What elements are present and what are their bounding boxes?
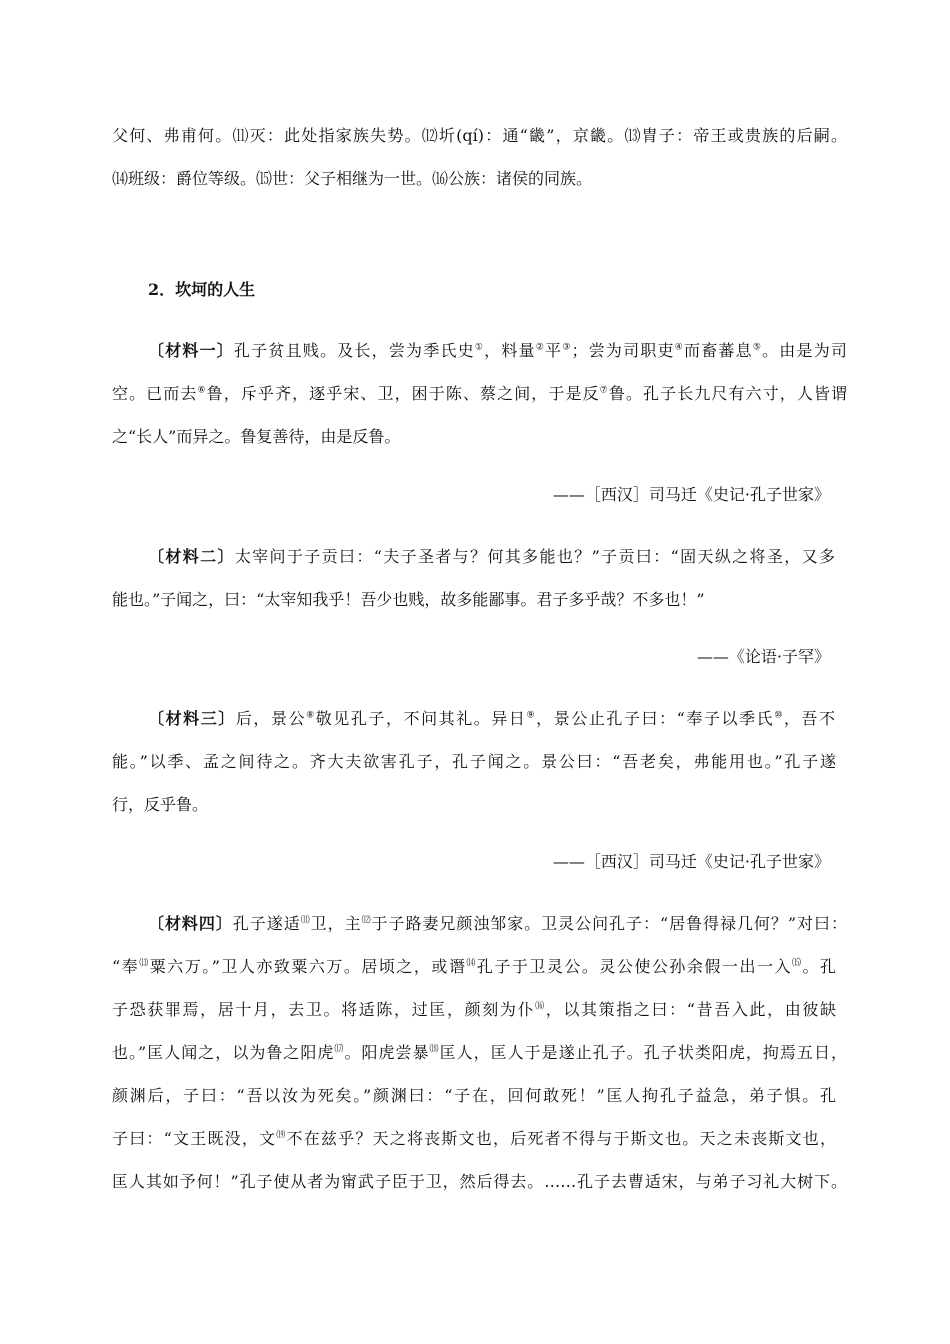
section-title: 2．坎坷的人生 <box>148 280 256 299</box>
m2-source: ——《论语·子罕》 <box>696 647 830 666</box>
m1-line-1: 〔材料一〕孔子贫且贱。及长，尝为季氏史①，料量②平③；尝为司职吏④而畜蕃息⑤。由是为司 <box>148 341 847 360</box>
m1-source: ——［西汉］司马迁《史记·孔子世家》 <box>552 485 830 504</box>
note-line-1: 父何、弗甫何。⑾灭：此处指家族失势。⑿圻(qí)：通“畿”，京畿。⒀胄子：帝王或贵族的后嗣。 <box>112 126 847 145</box>
m4-line-4: 也。”匡人闻之，以为鲁之阳虎⒄。阳虎尝暴⒅匡人，匡人于是遂止孔子。孔子状类阳虎，拘焉五日， <box>112 1043 847 1062</box>
m4-line-5: 颜渊后，子曰：“吾以汝为死矣。”颜渊曰：“子在，回何敢死！”匡人拘孔子益急，弟子惧。孔 <box>112 1086 836 1105</box>
m4-line-3: 子恐获罪焉，居十月，去卫。将适陈，过匡，颜刻为仆⒃，以其策指之曰：“昔吾入此，由彼缺 <box>112 1000 836 1019</box>
m3-source: ——［西汉］司马迁《史记·孔子世家》 <box>552 852 830 871</box>
m4-line-7: 匡人其如予何！”孔子使从者为甯武子臣于卫，然后得去。……孔子去曹适宋，与弟子习礼大树下。 <box>112 1172 847 1191</box>
m2-line-2: 能也。”子闻之，曰：“太宰知我乎！吾少也贱，故多能鄙事。君子多乎哉？不多也！” <box>112 590 705 609</box>
m4-label: 〔材料四〕 <box>148 914 233 933</box>
m1-line-2: 空。已而去⑥鲁，斥乎齐，逐乎宋、卫，困于陈、蔡之间，于是反⑦鲁。孔子长九尺有六寸，人皆谓 <box>112 384 847 403</box>
m2-line-1: 〔材料二〕太宰问于子贡曰：“夫子圣者与？何其多能也？”子贡曰：“固天纵之将圣，又多 <box>148 547 835 566</box>
m1-line-3: 之“长人”而异之。鲁复善待，由是反鲁。 <box>112 427 401 446</box>
m3-line-3: 行，反乎鲁。 <box>112 795 209 814</box>
m4-line-6: 子曰：“文王既没，文⒆不在兹乎？天之将丧斯文也，后死者不得与于斯文也。天之未丧斯文也， <box>112 1129 836 1148</box>
note-line-2: ⒁班级：爵位等级。⒂世：父子相继为一世。⒃公族：诸侯的同族。 <box>112 169 593 188</box>
m4-line-1: 〔材料四〕孔子遂适⑾卫，主⑿于子路妻兄颜浊邹家。卫灵公问孔子：“居鲁得禄几何？”对曰： <box>148 914 847 933</box>
m2-label: 〔材料二〕 <box>148 547 235 566</box>
m1-label: 〔材料一〕 <box>148 341 235 360</box>
m4-line-2: “奉⒀粟六万。”卫人亦致粟六万。居顷之，或谮⒁孔子于卫灵公。灵公使公孙余假一出一入⒂。孔 <box>112 957 836 976</box>
m3-label: 〔材料三〕 <box>148 709 236 728</box>
m3-line-1: 〔材料三〕后，景公⑧敬见孔子，不问其礼。异日⑨，景公止孔子曰：“奉子以季氏⑩，吾不 <box>148 709 835 728</box>
m3-line-2: 能。”以季、孟之间待之。齐大夫欲害孔子，孔子闻之。景公曰：“吾老矣，弗能用也。”孔子遂 <box>112 752 836 771</box>
